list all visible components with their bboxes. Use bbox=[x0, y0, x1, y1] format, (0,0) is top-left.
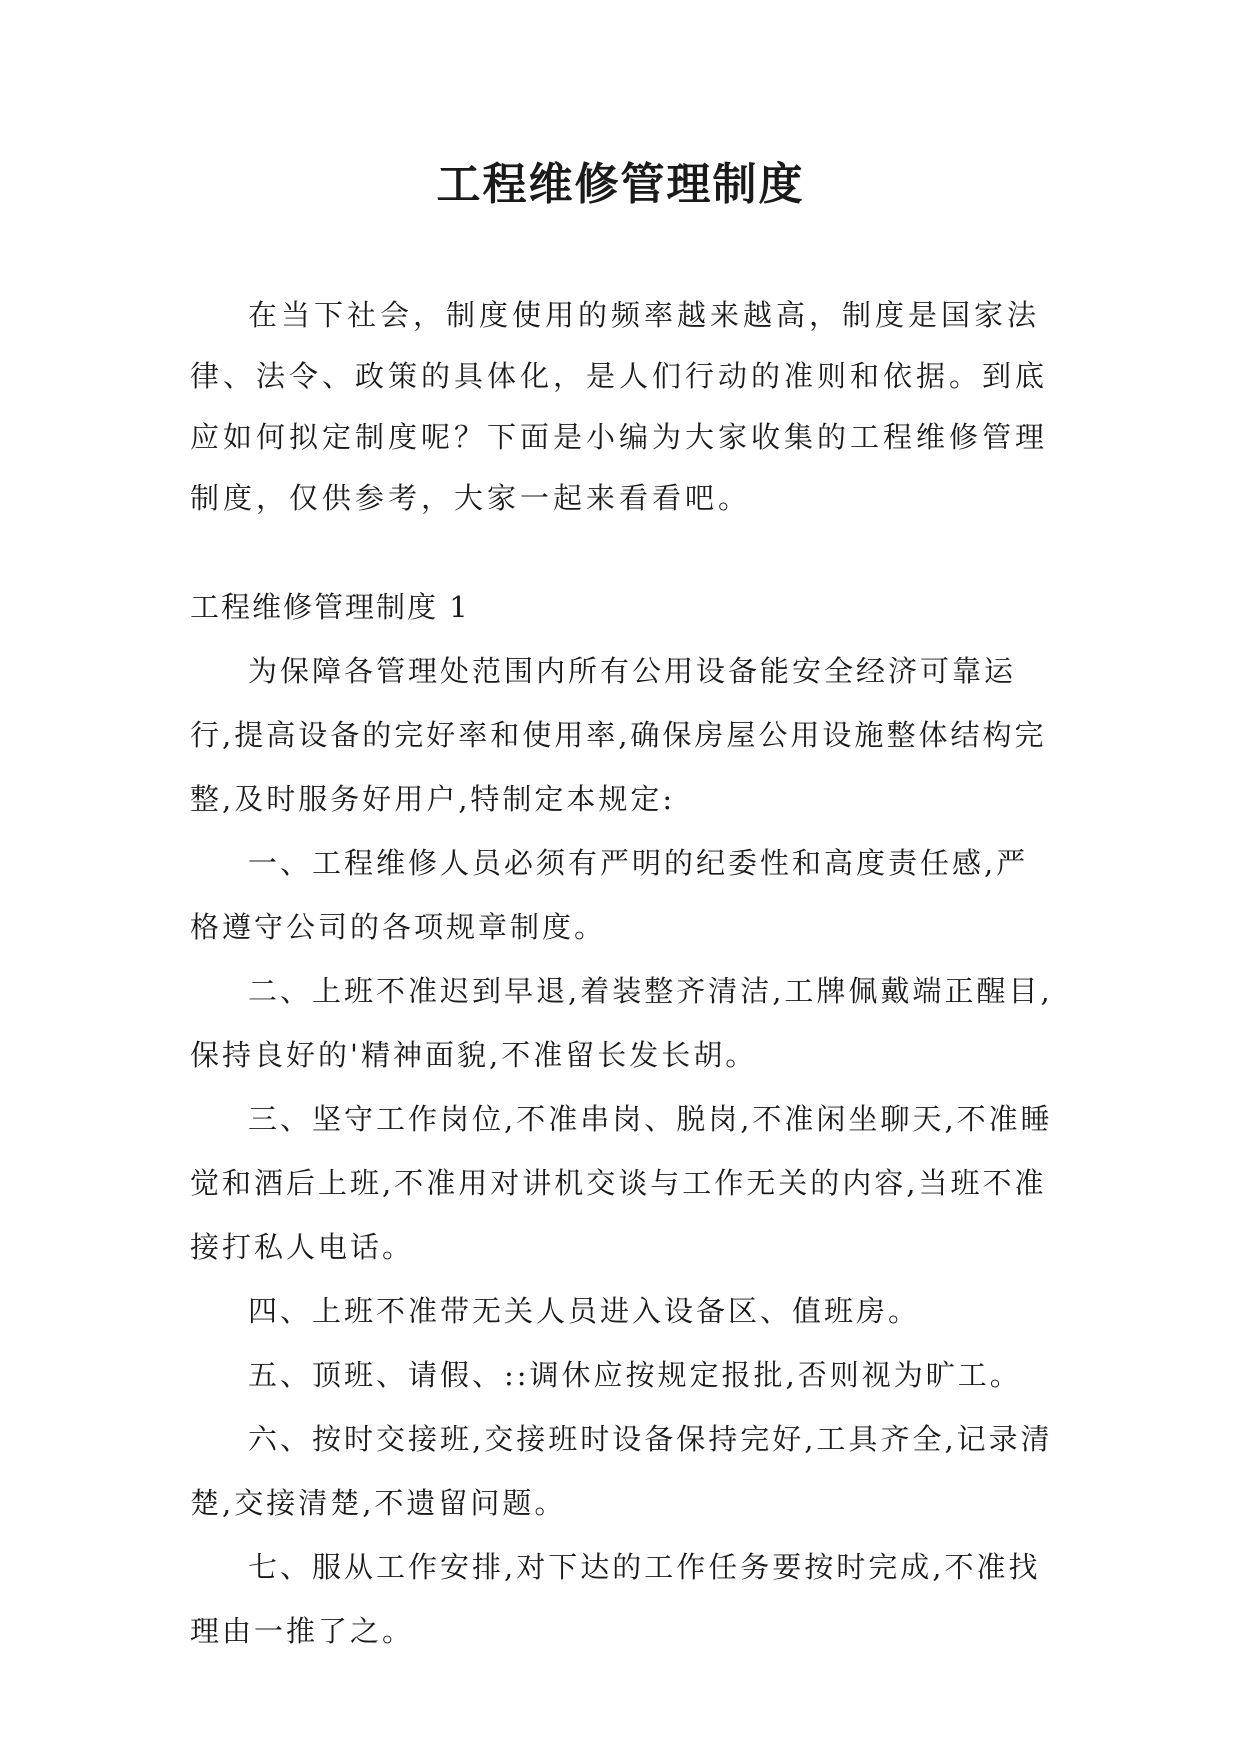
paragraph-rule-6: 六、按时交接班,交接班时设备保持完好,工具齐全,记录清楚,交接清楚,不遗留问题。 bbox=[190, 1422, 1053, 1520]
paragraph-rule-1: 一、工程维修人员必须有严明的纪委性和高度责任感,严格遵守公司的各项规章制度。 bbox=[190, 846, 1029, 944]
paragraph-rule-2: 二、上班不准迟到早退,着装整齐清洁,工牌佩戴端正醒目,保持良好的'精神面貌,不准留长发长胡。 bbox=[190, 974, 1053, 1072]
paragraph-rule-7: 七、服从工作安排,对下达的工作任务要按时完成,不准找理由一推了之。 bbox=[190, 1550, 1041, 1648]
paragraph-preamble: 为保障各管理处范围内所有公用设备能安全经济可靠运行,提高设备的完好率和使用率,确保房屋公用设施整体结构完整,及时服务好用户,特制定本规定: bbox=[190, 654, 1047, 816]
paragraph-rule-4: 四、上班不准带无关人员进入设备区、值班房。 bbox=[248, 1294, 921, 1328]
document-body bbox=[190, 285, 1060, 1663]
intro-paragraph: 在当下社会，制度使用的频率越来越高，制度是国家法律、法令、政策的具体化，是人们行动的准则和依据。到底应如何拟定制度呢？下面是小编为大家收集的工程维修管理制度，仅供参考，大家一起来看看吧。 bbox=[190, 298, 1049, 515]
paragraph-rule-3: 三、坚守工作岗位,不准串岗、脱岗,不准闲坐聊天,不准睡觉和酒后上班,不准用对讲机交谈与工作无关的内容,当班不准接打私人电话。 bbox=[190, 1102, 1053, 1264]
document-title: 工程维修管理制度 bbox=[436, 159, 805, 210]
section-heading: 工程维修管理制度 1 bbox=[190, 590, 470, 624]
paragraph-rule-5: 五、顶班、请假、::调休应按规定报批,否则视为旷工。 bbox=[248, 1358, 1022, 1392]
